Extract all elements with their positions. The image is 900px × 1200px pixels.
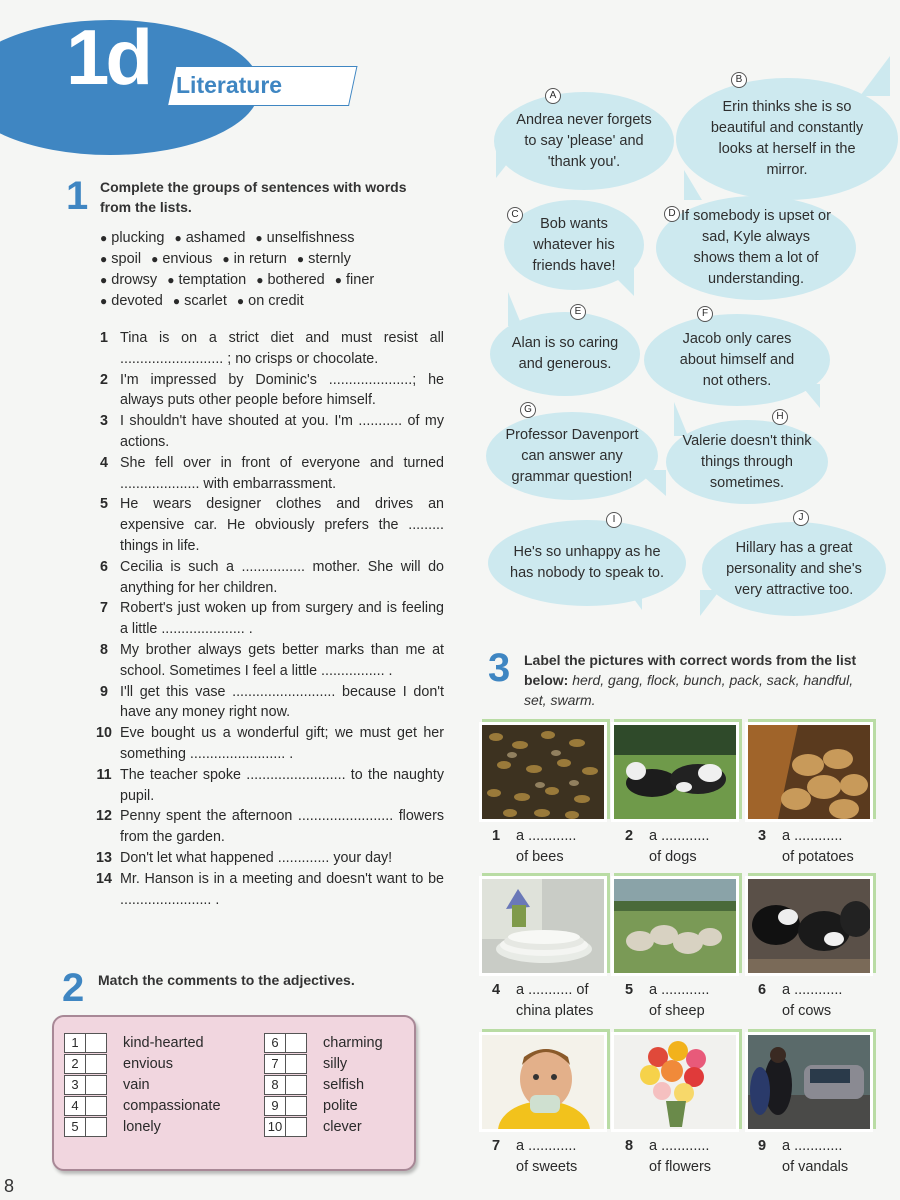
photo-sheep (611, 876, 739, 976)
sentence-item: 5 He wears designer clothes and drives an expensive car. He obviously prefers the ......... things in life. (100, 496, 444, 554)
word-item: ● ashamed (174, 230, 246, 246)
photo-plates (479, 876, 607, 976)
caption: 3 a ............ of potatoes (758, 828, 854, 865)
word-item: ● on credit (236, 293, 304, 309)
sentence-item: 9 I'll get this vase .......................... because I don't have any money right now. (100, 683, 444, 721)
caption: 9 a ............ of vandals (758, 1138, 849, 1175)
match-row: 8 selfish (264, 1075, 364, 1095)
word-item: ● scarlet (172, 293, 227, 309)
speech-bubble-h: Valerie doesn't think things through sometimes. (666, 420, 828, 504)
exercise-1-instruction: Complete the groups of sentences with words from the lists. (100, 179, 407, 215)
speech-bubble-a: Andrea never forgets to say 'please' and 'thank you'. (494, 92, 674, 190)
bubble-letter: G (520, 402, 536, 418)
answer-box[interactable] (86, 1096, 107, 1116)
photo-sweets (479, 1032, 607, 1132)
flowers-image (614, 1035, 736, 1129)
sentence-item: 3 I shouldn't have shouted at you. I'm ........... of my actions. (100, 413, 444, 450)
word-item: ● in return (222, 251, 287, 267)
sentence-list (88, 328, 444, 910)
speech-bubble-j: Hillary has a great personality and she's very attractive too. (702, 522, 886, 616)
caption: 8 a ............ of flowers (625, 1138, 712, 1175)
bubble-letter: H (772, 409, 788, 425)
cows-image (748, 879, 870, 973)
word-list (100, 228, 460, 312)
answer-box[interactable] (286, 1117, 307, 1137)
answer-box[interactable] (86, 1075, 107, 1095)
potatoes-image (748, 725, 870, 819)
speech-bubble-f: Jacob only cares about himself and not others. (644, 314, 830, 406)
exercise-2-number: 2 (62, 966, 85, 1010)
word-item: ● finer (334, 272, 375, 288)
exercise-3-instruction: Label the pictures with correct words from the list below: herd, gang, flock, bunch, pack, sack, handful, set, swarm. (524, 652, 857, 708)
sentence-item: 10 Eve bought us a wonderful gift; we must get her something ........................ . (96, 725, 444, 762)
caption: 1 a ............ of bees (492, 828, 577, 865)
answer-box[interactable] (286, 1054, 307, 1074)
caption: 7 a ............ of sweets (492, 1138, 578, 1175)
bees-image (482, 725, 604, 819)
bubble-letter: I (606, 512, 622, 528)
sentence-item: 1 Tina is on a strict diet and must resist all .......................... ; no crisps or chocolate. (100, 330, 444, 367)
bubble-letter: F (697, 306, 713, 322)
exercise-1-number: 1 (66, 174, 89, 218)
speech-bubble-b: Erin thinks she is so beautiful and constantly looks at herself in the mirror. (676, 78, 898, 200)
sentence-item: 4 She fell over in front of everyone and turned .................... with embarrassment. (100, 454, 444, 492)
bubble-letter: J (793, 510, 809, 526)
exercise-2-instruction: Match the comments to the adjectives. (98, 972, 355, 988)
caption: 4 a ........... of china plates (492, 982, 594, 1019)
photo-vandals (745, 1032, 873, 1132)
sentence-item: 7 Robert's just woken up from surgery and is feeling a little ..................... . (100, 600, 444, 638)
photo-bees (479, 722, 607, 822)
sentence-item: 11 The teacher spoke ......................... to the naughty pupil. (96, 766, 444, 804)
sentence-item: 6 Cecilia is such a ................ mother. She will do anything for her children. (100, 558, 444, 596)
speech-bubble-e: Alan is so caring and generous. (490, 312, 640, 396)
photo-cows (745, 876, 873, 976)
bubble-letter: B (731, 72, 747, 88)
bubble-letter: E (570, 304, 586, 320)
bubble-letter: A (545, 88, 561, 104)
word-item: ● bothered (256, 272, 325, 288)
word-item: ● temptation (167, 272, 247, 288)
match-row: 4 compassionate (64, 1096, 221, 1116)
speech-bubble-i: He's so unhappy as he has nobody to speak to. (488, 520, 686, 606)
caption: 6 a ............ of cows (758, 982, 843, 1019)
word-item: ● devoted (100, 293, 163, 309)
match-row: 1 kind-hearted (64, 1033, 204, 1053)
exercise-3-number: 3 (488, 646, 511, 690)
answer-box[interactable] (86, 1033, 107, 1053)
plates-image (482, 879, 604, 973)
matching-box (52, 1015, 416, 1171)
match-row: 10 clever (264, 1117, 362, 1137)
sentence-item: 14 Mr. Hanson is in a meeting and doesn't want to be ....................... . (96, 870, 444, 908)
photo-dogs (611, 722, 739, 822)
answer-box[interactable] (286, 1075, 307, 1095)
answer-box[interactable] (86, 1054, 107, 1074)
photo-potatoes (745, 722, 873, 822)
vandals-image (748, 1035, 870, 1129)
unit-number: 1d (66, 13, 150, 101)
match-row: 6 charming (264, 1033, 383, 1053)
match-row: 9 polite (264, 1096, 358, 1116)
sentence-item: 12 Penny spent the afternoon ........................ flowers from the garden. (96, 808, 444, 846)
dogs-image (614, 725, 736, 819)
sentence-item: 8 My brother always gets better marks than me at school. Sometimes I feel a little ................ . (100, 641, 444, 679)
sheep-image (614, 879, 736, 973)
sentence-item: 13 Don't let what happened ............. your day! (96, 849, 393, 866)
match-row: 3 vain (64, 1075, 150, 1095)
word-item: ● plucking (100, 230, 165, 246)
match-row: 2 envious (64, 1054, 173, 1074)
word-item: ● unselfishness (255, 230, 355, 246)
word-item: ● drowsy (100, 272, 158, 288)
caption: 5 a ............ of sheep (625, 982, 710, 1019)
sentence-item: 2 I'm impressed by Dominic's .....................; he always puts other people before himself. (100, 371, 444, 409)
bubble-tail (860, 56, 890, 96)
sweets-image (482, 1035, 604, 1129)
match-row: 5 lonely (64, 1117, 161, 1137)
word-item: ● envious (151, 251, 213, 267)
speech-bubble-g: Professor Davenport can answer any grammar question! (486, 412, 658, 500)
unit-title: Literature (176, 72, 283, 98)
answer-box[interactable] (286, 1033, 307, 1053)
speech-bubble-c: Bob wants whatever his friends have! (504, 200, 644, 290)
word-item: ● sternly (296, 251, 351, 267)
bubble-letter: C (507, 207, 523, 223)
bubble-letter: D (664, 206, 680, 222)
match-row: 7 silly (264, 1054, 347, 1074)
caption: 2 a ............ of dogs (625, 828, 710, 865)
photo-flowers (611, 1032, 739, 1132)
answer-box[interactable] (86, 1117, 107, 1137)
word-item: ● spoil (100, 251, 142, 267)
answer-box[interactable] (286, 1096, 307, 1116)
page-number: 8 (4, 1176, 15, 1196)
speech-bubble-d: If somebody is upset or sad, Kyle always shows them a lot of understanding. (656, 196, 856, 300)
